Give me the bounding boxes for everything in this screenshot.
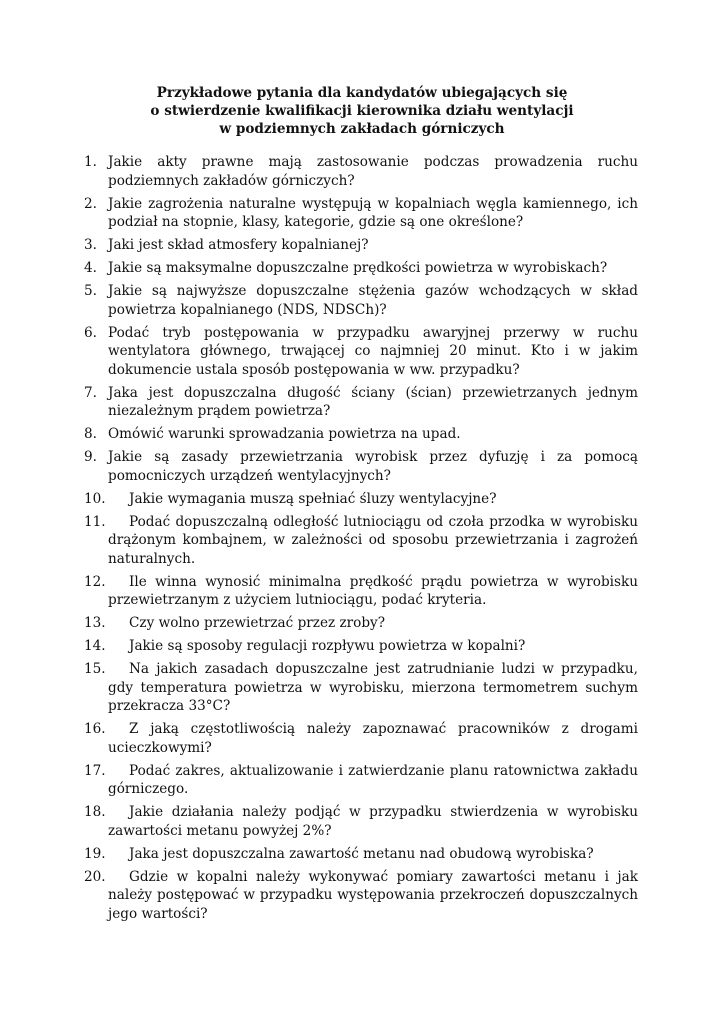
question-item [84,425,638,444]
question-item [84,324,638,380]
question-text [108,237,369,253]
question-text-content: Gdzie w kopalni należy wykonywać pomiary zawartości metanu i jak należy postępować w przypadku występowania przekroczeń dopuszczalnych jego wartości? [108,868,638,922]
question-number: 8. [84,426,97,442]
question-item [84,803,638,840]
question-text [129,615,385,631]
question-text-content: Na jakich zasadach dopuszczalne jest zatrudnianie ludzi w przypadku, gdy temperatura powietrza w wyrobisku, mierzona termometrem suchym przekracza 33°C? [108,661,638,714]
question-text [108,196,638,231]
question-item [84,868,638,924]
question-item [84,762,638,799]
question-text [108,804,638,839]
question-number: 18. [84,804,106,820]
question-number: 5. [84,283,97,299]
question-number: 16. [84,721,106,737]
question-text-content: Jaki jest skład atmosfery kopalnianej? [108,237,369,253]
question-number: 10. [84,490,106,507]
question-text-content: Z jaką częstotliwością należy zapoznawać pracowników z drogami ucieczkowymi? [108,721,638,756]
title-line-3: w podziemnych zakładach górniczych [219,121,505,137]
question-item [84,282,638,319]
question-item [84,236,638,255]
question-number: 1. [84,154,97,170]
question-number: 6. [84,324,97,341]
question-number: 4. [84,260,97,276]
question-item [84,490,638,509]
question-text [129,846,594,862]
title-line-2: o stwierdzenie kwalifikacji kierownika działu wentylacji [150,103,574,119]
question-number: 19. [84,845,106,862]
question-text [108,449,638,484]
question-item [84,614,638,633]
question-text [108,426,461,442]
question-text-content: Jakie są maksymalne dopuszczalne prędkości powietrza w wyrobiskach? [108,260,608,276]
question-text-content: Czy wolno przewietrzać przez zroby? [129,615,385,631]
question-text [108,325,638,378]
question-text-content: Omówić warunki sprowadzania powietrza na upad. [108,426,461,442]
question-text [108,514,638,567]
question-text [108,574,638,609]
question-number: 2. [84,195,97,212]
question-item [84,259,638,278]
question-text-content: Jaka jest dopuszczalna długość ściany (ścian) przewietrzanych jednym niezależnym prądem powietrza? [108,384,638,419]
question-number: 7. [84,384,97,401]
question-number: 13. [84,615,106,631]
question-text-content: Podać dopuszczalną odległość lutniociągu od czoła przodka w wyrobisku drążonym kombajnem, w zależności od sposobu przewietrzania i zagrożeń naturalnych. [108,513,638,567]
question-text-content: Jakie są sposoby regulacji rozpływu powietrza w kopalni? [129,638,526,654]
question-item [84,384,638,421]
question-text [108,763,638,798]
question-text [108,154,638,189]
question-text-content: Jakie działania należy podjąć w przypadku stwierdzenia w wyrobisku zawartości metanu powyżej 2%? [108,804,638,839]
question-text [108,721,638,756]
question-item [84,153,638,190]
question-item [84,660,638,716]
question-text [129,638,525,654]
question-number: 9. [84,449,97,465]
question-text [108,385,638,420]
question-number: 14. [84,638,106,654]
question-text [108,260,607,276]
question-text [108,283,638,318]
question-item [84,845,638,864]
question-text [108,869,638,922]
question-number: 17. [84,762,106,779]
question-item [84,513,638,569]
question-number: 11. [84,513,106,530]
question-number: 15. [84,661,106,677]
question-item [84,448,638,485]
question-text-content: Jakie wymagania muszą spełniać śluzy wentylacyjne? [129,490,497,507]
question-text [108,661,638,714]
question-number: 3. [84,237,97,253]
question-text-content: Jakie są najwyższe dopuszczalne stężenia gazów wchodzących w skład powietrza kopalnianego (NDS, NDSCh)? [108,283,638,318]
question-item [84,637,638,656]
title-line-1: Przykładowe pytania dla kandydatów ubiegających się [156,85,568,101]
question-item [84,720,638,757]
question-item [84,573,638,610]
question-text [129,491,497,507]
question-list [84,153,638,928]
question-text-content: Jakie są zasady przewietrzania wyrobisk przez dyfuzję i za pomocą pomocniczych urządzeń wentylacyjnych? [108,449,638,484]
question-text-content: Podać tryb postępowania w przypadku awaryjnej przerwy w ruchu wentylatora głównego, trwającej co najmniej 20 minut. Kto i w jakim dokumencie ustala sposób postępowania w ww. przypadku? [108,324,638,378]
document-title [100,84,624,138]
question-text-content: Jakie akty prawne mają zastosowanie podczas prowadzenia ruchu podziemnych zakładów górniczych? [108,154,638,189]
question-text-content: Jaka jest dopuszczalna zawartość metanu nad obudową wyrobiska? [129,845,594,862]
question-number: 20. [84,868,106,885]
question-text-content: Ile winna wynosić minimalna prędkość prądu powietrza w wyrobisku przewietrzanym z użyciem lutniociągu, podać kryteria. [108,573,638,608]
question-number: 12. [84,573,106,590]
question-item [84,195,638,232]
question-text-content: Podać zakres, aktualizowanie i zatwierdzanie planu ratownictwa zakładu górniczego. [108,762,638,797]
question-text-content: Jakie zagrożenia naturalne występują w kopalniach węgla kamiennego, ich podział na stopnie, klasy, kategorie, gdzie są one określone? [108,195,638,230]
